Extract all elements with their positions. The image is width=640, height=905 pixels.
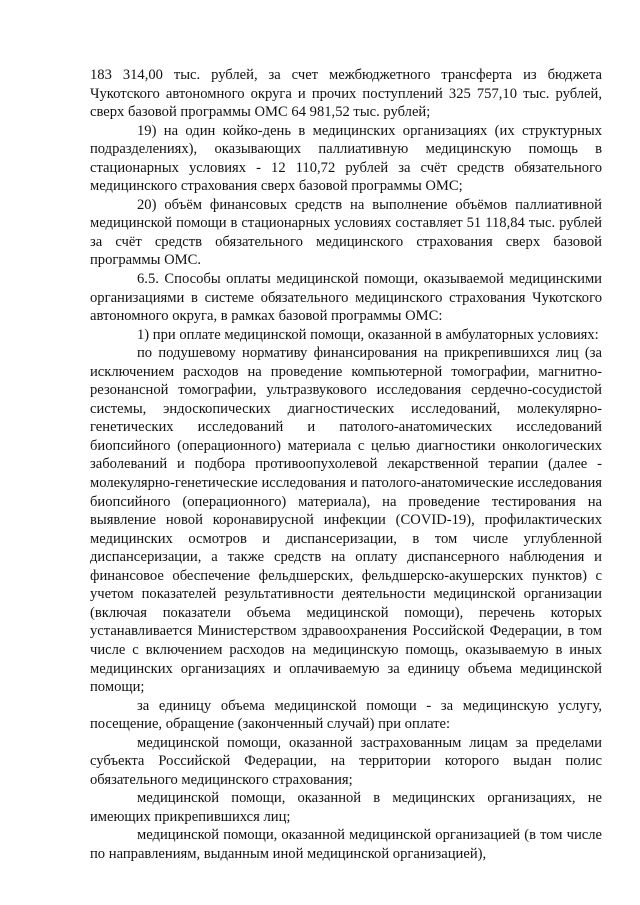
paragraph-continuation: 183 314,00 тыс. рублей, за счет межбюджетного трансферта из бюджета Чукотского автономного округа и прочих поступлений 325 757,10 тыс. рублей, сверх базовой программы ОМС 64 981,52 тыс. рублей;	[90, 67, 602, 121]
paragraph-out-of-region: медицинской помощи, оказанной застрахованным лицам за пределами субъекта Российской Федерации, на территории которого выдан полис обязательного медицинского страхования;	[90, 734, 602, 788]
document-body	[90, 66, 602, 864]
paragraph-no-attached: медицинской помощи, оказанной в медицинских организациях, не имеющих прикрепившихся лиц;	[90, 790, 602, 825]
paragraph-referrals: медицинской помощи, оказанной медицинской организацией (в том числе по направлениям, выданным иной медицинской организацией),	[90, 827, 602, 862]
paragraph-per-unit: за единицу объема медицинской помощи - за медицинскую услугу, посещение, обращение (законченный случай) при оплате:	[90, 697, 602, 733]
section-6-5-heading: 6.5. Способы оплаты медицинской помощи, оказываемой медицинскими организациями в системе обязательного медицинского страхования Чукотского автономного округа, в рамках базовой программы ОМС:	[90, 271, 602, 325]
paragraph-item-1: 1) при оплате медицинской помощи, оказанной в амбулаторных условиях:	[137, 326, 599, 343]
paragraph-per-capita: по подушевому нормативу финансирования на прикрепившихся лиц (за исключением расходов на проведение компьютерной томографии, магнитно-резонансной томографии, ультразвукового исследования сердечно-сосудистой системы, эндоскопических диагностических исследований, молекулярно-генетических исследований и патолого-анатомических исследований биопсийного (операционного) материала с целью диагностики онкологических заболеваний и подбора противоопухолевой лекарственной терапии (далее - молекулярно-генетические исследования и патолого-анатомические исследования биопсийного (операционного) материала), на проведение тестирования на выявление новой коронавирусной инфекции (COVID-19), профилактических медицинских осмотров и диспансеризации, в том числе углубленной диспансеризации, а также средств на оплату диспансерного наблюдения и финансовое обеспечение фельдшерских, фельдшерско-акушерских пунктов) с учетом показателей результативности деятельности медицинской организации (включая показатели объема медицинской помощи), перечень которых устанавливается Министерством здравоохранения Российской Федерации, в том числе с включением расходов на медицинскую помощь, оказываемую в иных медицинских организациях и оплачиваемую за единицу объема медицинской помощи;	[90, 345, 602, 696]
paragraph-item-20: 20) объём финансовых средств на выполнение объёмов паллиативной медицинской помощи в стационарных условиях составляет 51 118,84 тыс. рублей за счёт средств обязательного медицинского страхования сверх базовой программы ОМС.	[90, 196, 602, 269]
paragraph-item-19: 19) на один койко-день в медицинских организациях (их структурных подразделениях), оказывающих паллиативную медицинскую помощь в стационарных условиях - 12 110,72 рублей за счёт средств обязательного медицинского страхования сверх базовой программы ОМС;	[90, 122, 602, 195]
